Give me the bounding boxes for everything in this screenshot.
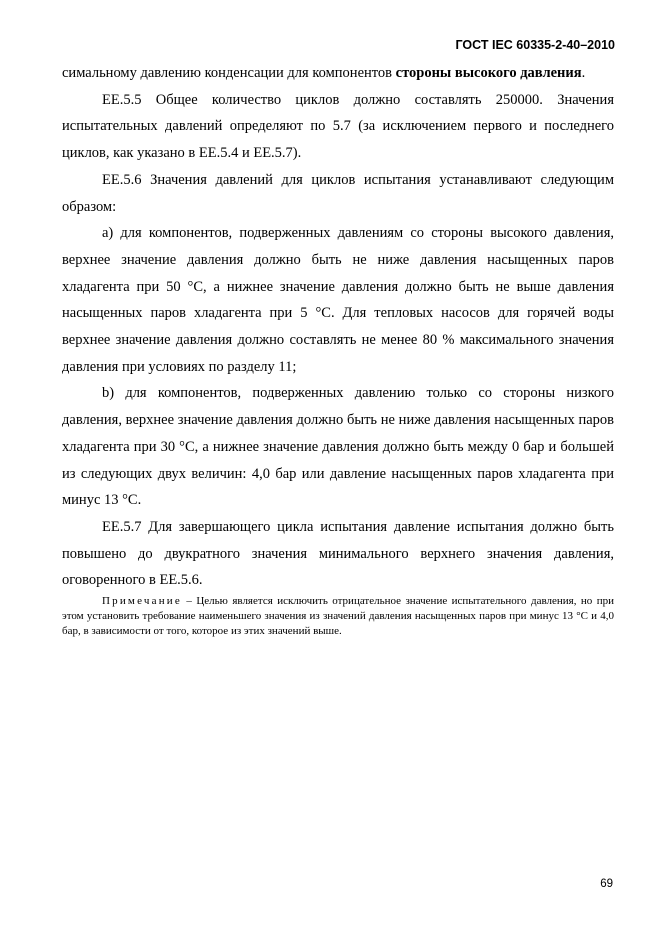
page-number: 69 xyxy=(600,878,613,890)
paragraph-ee-5-7: EE.5.7 Для завершающего цикла испытания давление испытания должно быть повышено до двукратного значения минимального верхнего значения давления, оговоренного в EE.5.6. xyxy=(62,518,614,589)
list-item-b: b) для компонентов, подверженных давлению только со стороны низкого давления, верхнее значение давления должно быть не ниже давления насыщенных паров хладагента при 30 °C, а нижнее значение давления должно быть между 0 бар и большей из следующих двух величин: 4,0 бар или давление насыщенных паров хладагента при минус 13 °C. xyxy=(62,385,614,509)
paragraph-continuation xyxy=(62,60,614,87)
document-code-header: ГОСТ IEC 60335-2-40–2010 xyxy=(455,38,615,52)
bold-term-high-pressure-side: стороны высокого давления xyxy=(395,65,582,81)
paragraph-ee-5-5: EE.5.5 Общее количество циклов должно составлять 250000. Значения испытательных давлений определяют по 5.7 (за исключением первого и последнего циклов, как указано в EE.5.4 и EE.5.7). xyxy=(62,91,614,162)
note-text: – Целью является исключить отрицательное значение испытательного давления, но при этом установить требование наименьшего значения из значений давления насыщенных паров при минус 13 °C и 4,0 бар, в зависимости от того, которое из этих значений выше. xyxy=(62,595,614,638)
continuation-text: симальному давлению конденсации для компонентов xyxy=(62,65,396,81)
paragraph-ee-5-6: EE.5.6 Значения давлений для циклов испытания устанавливают следующим образом: xyxy=(62,171,614,215)
document-body xyxy=(62,60,614,640)
note-label: Примечание xyxy=(102,595,182,608)
list-item-a: a) для компонентов, подверженных давлениям со стороны высокого давления, верхнее значение давления должно быть не ниже давления насыщенных паров хладагента при 50 °C, а нижнее значение давления должно быть не выше давления насыщенных паров хладагента при 5 °C. Для тепловых насосов для горячей воды верхнее значение давления должно составлять не менее 80 % максимального значения давления при условиях по разделу 11; xyxy=(62,225,614,375)
continuation-end: . xyxy=(581,65,586,81)
note xyxy=(62,594,614,640)
